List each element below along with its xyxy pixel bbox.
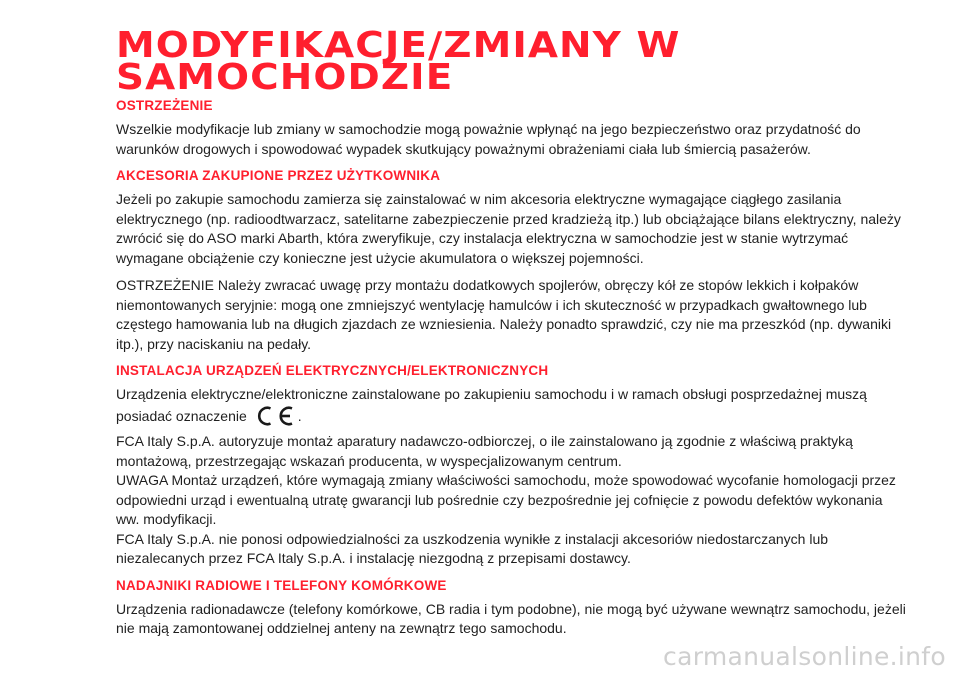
warning-heading: OSTRZEŻENIE	[116, 98, 213, 113]
manual-page	[116, 25, 906, 639]
page-title-line-2: SAMOCHODZIE	[116, 57, 454, 98]
watermark: carmanualsonline.info	[663, 642, 946, 671]
spoiler-warning-paragraph: OSTRZEŻENIE Należy zwracać uwagę przy montażu dodatkowych spojlerów, obręczy kół ze stopów lekkich i kołpaków niemontowanych seryjnie: mogą one zmniejszyć wentylację hamulców i ich skuteczność w przypadkach gwałtownego lub częstego hamowania lub na długich zjazdach ze wzniesienia. Należy ponadto sprawdzić, czy nie ma przeszkód (np. dywaniki itp.), przy naciskaniu na pedały.	[116, 277, 892, 352]
liability-paragraph: FCA Italy S.p.A. nie ponosi odpowiedzialności za uszkodzenia wynikłe z instalacji akcesoriów niedostarczanych lub niezalecanych przez FCA Italy S.p.A. i instalację niezgodną z przepisami dostawcy.	[116, 530, 829, 566]
homologation-warning-paragraph: UWAGA Montaż urządzeń, które wymagają zmiany właściwości samochodu, może spowodować wycofanie homologacji przez odpowiedni urząd i ewentualną utratę gwarancji lub pośrednie czy bezpośrednie jej cofnięcie z powodu defektów wykonania ww. modyfikacji.	[116, 472, 896, 527]
ce-requirement-text: Urządzenia elektryczne/elektroniczne zainstalowane po zakupieniu samochodu i w ramach obsługi posprzedażnej muszą posiadać oznaczenie	[116, 386, 867, 424]
ce-mark-icon	[251, 405, 295, 433]
transceiver-authorization-paragraph: FCA Italy S.p.A. autoryzuje montaż aparatury nadawczo-odbiorczej, o ile zainstalowano ją zgodnie z właściwą praktyką montażową, przestrzegając wskazań producenta, w wyspecjalizowanym centrum.	[116, 433, 853, 469]
ce-requirement-text-end: .	[297, 407, 302, 424]
accessories-heading: AKCESORIA ZAKUPIONE PRZEZ UŻYTKOWNIKA	[116, 168, 441, 183]
electrical-installation-heading: INSTALACJA URZĄDZEŃ ELEKTRYCZNYCH/ELEKTRONICZNYCH	[116, 363, 549, 378]
warning-paragraph: Wszelkie modyfikacje lub zmiany w samochodzie mogą poważnie wpłynąć na jego bezpieczeństwo oraz przydatność do warunków drogowych i spowodować wypadek skutkujący poważnymi obrażeniami ciała lub śmiercią pasażerów.	[116, 121, 861, 157]
page-title-line-1: MODYFIKACJE/ZMIANY W	[116, 25, 681, 66]
page-title	[116, 25, 699, 98]
accessories-paragraph: Jeżeli po zakupie samochodu zamierza się zainstalować w nim akcesoria elektryczne wymagające ciągłego zasilania elektrycznego (np. radioodtwarzacz, satelitarne zabezpieczenie przed kradzieżą itp.) lub obciążające bilans elektryczny, należy zwrócić się do ASO marki Abarth, która zweryfikuje, czy instalacja elektryczna w samochodzie jest w stanie wytrzymać wymagane obciążenie czy konieczne jest użycie akumulatora o większej pojemności.	[116, 191, 901, 266]
radio-transmitters-heading: NADAJNIKI RADIOWE I TELEFONY KOMÓRKOWE	[116, 577, 447, 593]
ce-requirement-paragraph	[116, 385, 906, 432]
radio-transmitters-paragraph: Urządzenia radionadawcze (telefony komórkowe, CB radia i tym podobne), nie mogą być używane wewnątrz samochodu, jeżeli nie mają zamontowanej oddzielnej anteny na zewnątrz tego samochodu.	[116, 600, 906, 636]
